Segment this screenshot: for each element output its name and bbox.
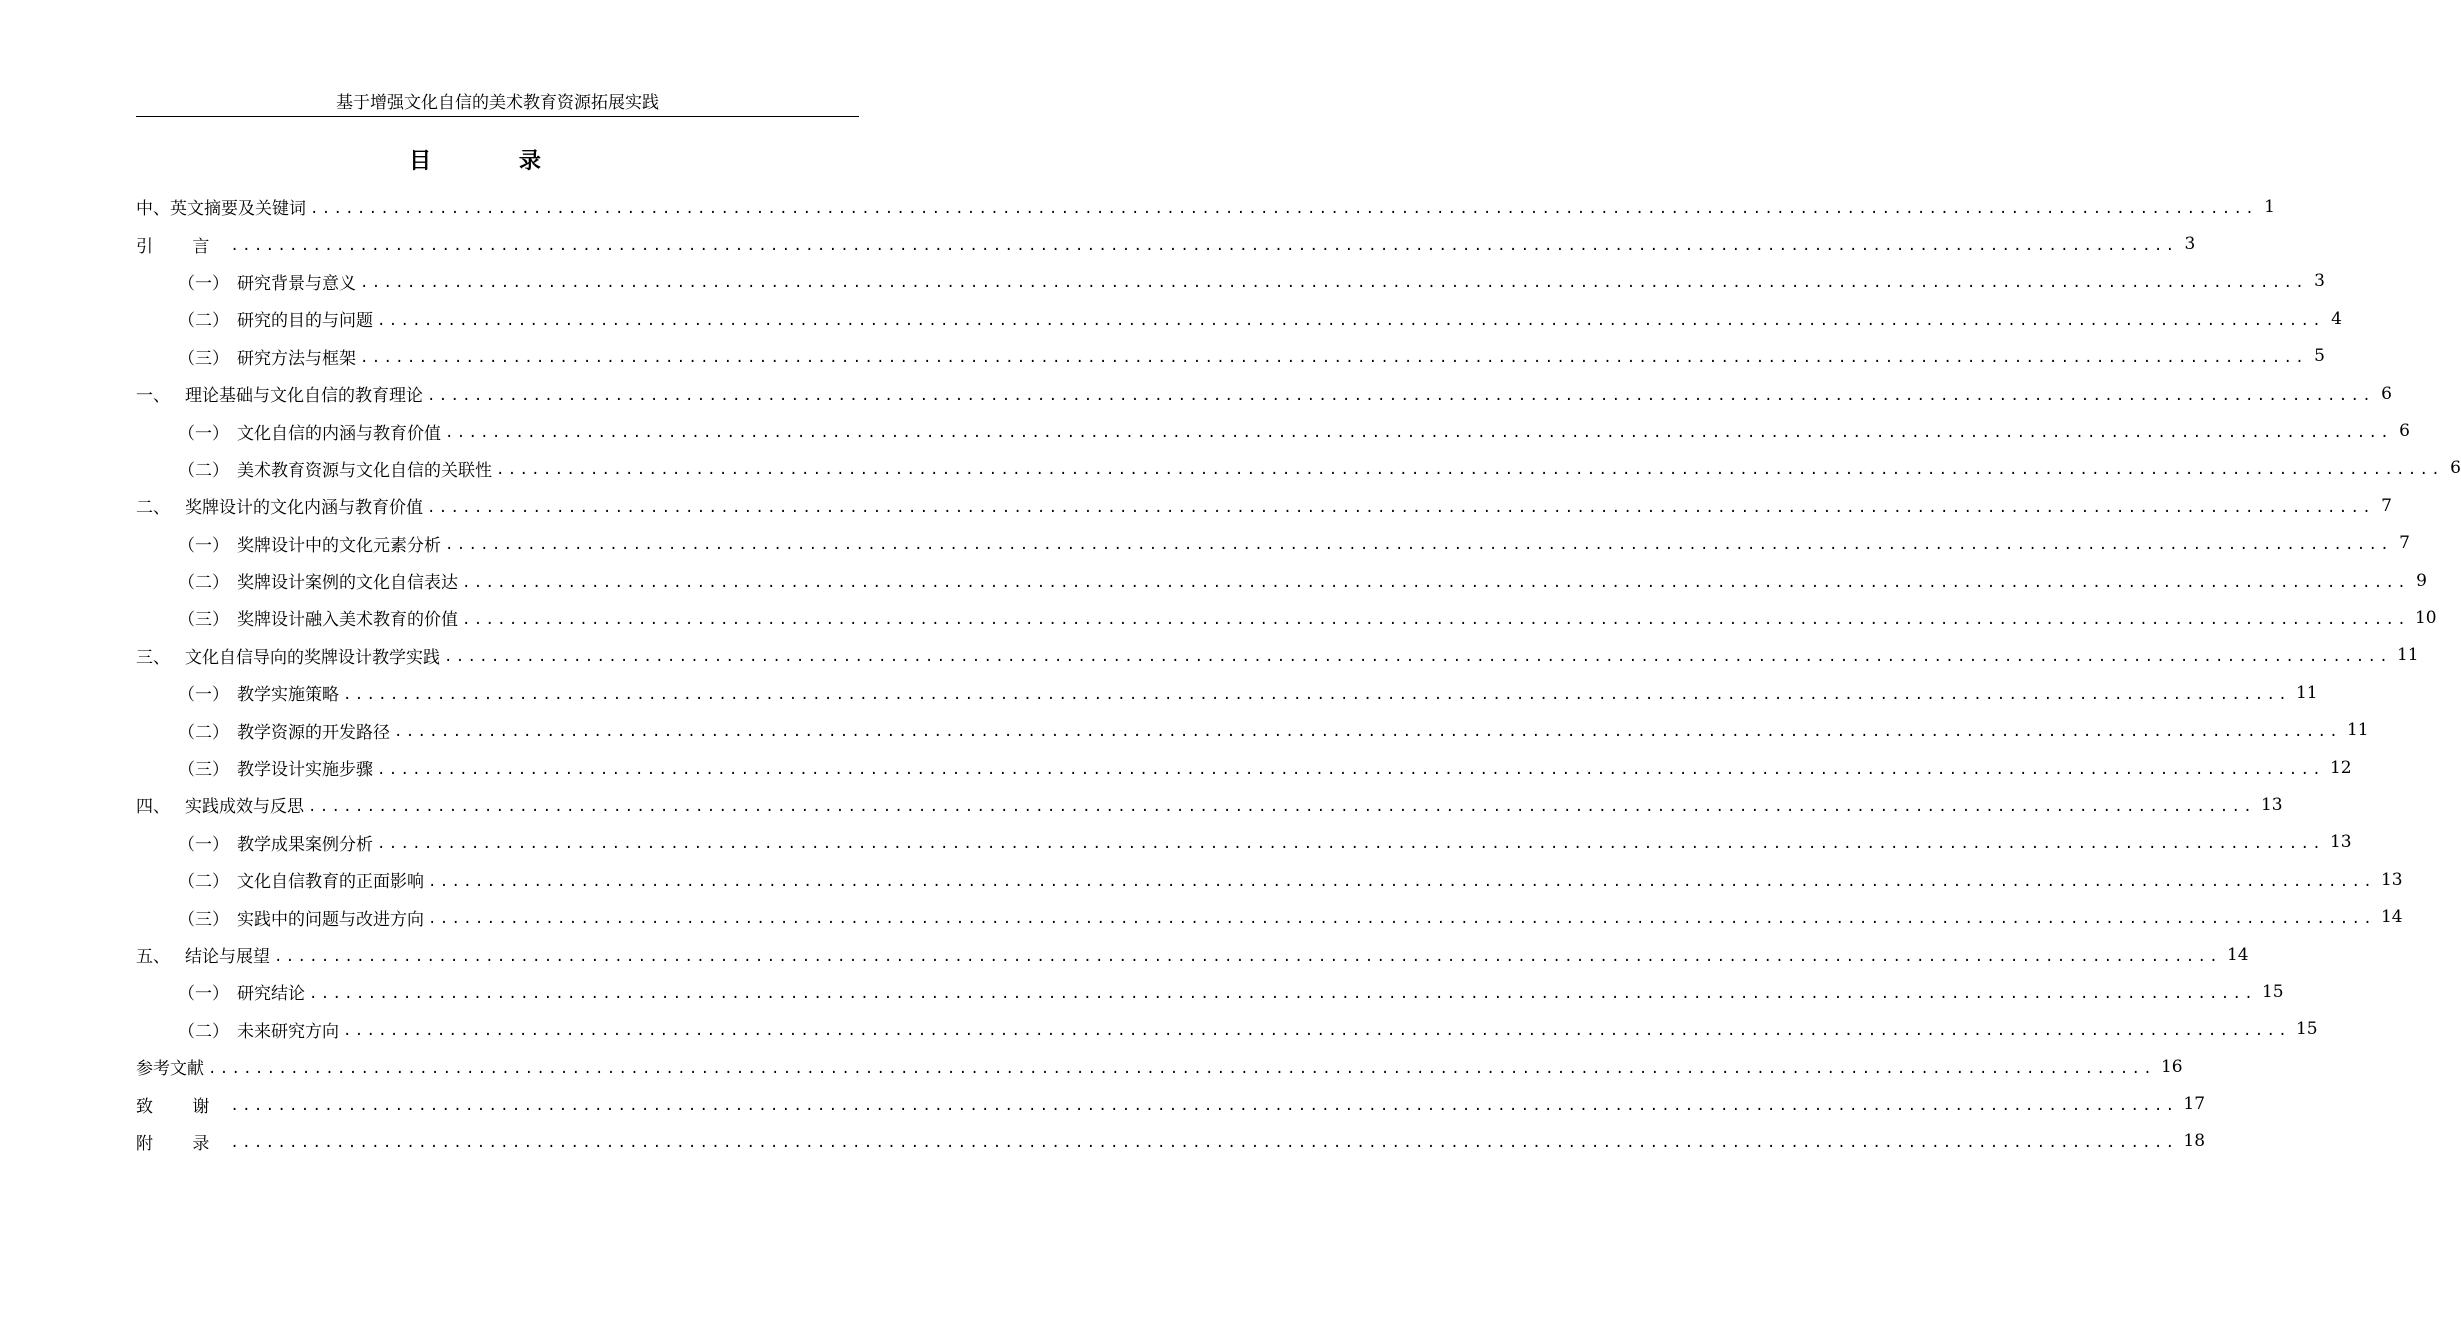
toc-entry-chapter-5[interactable]	[136, 936, 2249, 973]
toc-entry-label: 引 言	[136, 236, 227, 257]
toc-leader-dots: ......................................................................................................................................................................	[377, 836, 2324, 853]
toc-page-number: 12	[2329, 757, 2352, 778]
toc-leader-dots: ......................................................................................................................................................................	[427, 499, 2374, 516]
toc-page-number: 17	[2183, 1094, 2206, 1115]
toc-entry-chapter-4-1[interactable]	[136, 824, 2352, 861]
toc-leader-dots: ......................................................................................................................................................................	[230, 1135, 2178, 1152]
toc-entry-acknowledgements[interactable]	[136, 1085, 2206, 1122]
toc-leader-dots: ......................................................................................................................................................................	[445, 537, 2392, 554]
toc-leader-dots: ......................................................................................................................................................................	[444, 649, 2391, 666]
toc-page-number: 14	[2380, 907, 2403, 928]
toc-entry-chapter-2[interactable]	[136, 487, 2392, 524]
toc-entry-chapter-3-3[interactable]	[136, 749, 2352, 786]
toc-entry-label: 教学资源的开发路径	[237, 722, 390, 743]
toc-leader-dots: ......................................................................................................................................................................	[310, 200, 2257, 217]
toc-entry-intro-2[interactable]	[136, 300, 2342, 337]
toc-entry-chapter-4[interactable]	[136, 786, 2283, 823]
toc-leader-dots: ......................................................................................................................................................................	[377, 312, 2324, 329]
toc-entry-label: 中、英文摘要及关键词	[136, 199, 306, 220]
toc-leader-dots: ......................................................................................................................................................................	[230, 238, 2178, 255]
toc-page-number: 5	[2314, 346, 2325, 367]
toc-page-number: 3	[2184, 234, 2196, 255]
toc-entry-number: （二）	[178, 722, 229, 743]
toc-entry-number: （二）	[178, 311, 229, 332]
toc-leader-dots: ......................................................................................................................................................................	[428, 911, 2375, 928]
toc-entry-intro-3[interactable]	[136, 338, 2325, 375]
toc-entry-label: 实践成效与反思	[185, 797, 304, 818]
toc-leader-dots: ......................................................................................................................................................................	[427, 387, 2374, 404]
toc-entry-appendix[interactable]	[136, 1123, 2206, 1160]
toc-entry-number: 四、	[136, 797, 170, 818]
toc-entry-number: （一）	[178, 834, 229, 855]
toc-entry-label: 理论基础与文化自信的教育理论	[185, 386, 423, 407]
toc-entry-introduction[interactable]	[136, 225, 2196, 262]
toc-entry-chapter-4-3[interactable]	[136, 898, 2403, 935]
toc-entry-number: （二）	[178, 573, 229, 594]
toc-entry-chapter-1[interactable]	[136, 375, 2392, 412]
toc-entry-number: （一）	[178, 685, 229, 706]
toc-entry-label: 奖牌设计的文化内涵与教育价值	[185, 498, 423, 519]
header-rule	[136, 116, 859, 117]
toc-entry-number: （一）	[178, 984, 229, 1005]
toc-entry-chapter-2-3[interactable]	[136, 599, 2437, 636]
toc-entry-number: （三）	[178, 760, 229, 781]
toc-leader-dots: ......................................................................................................................................................................	[394, 724, 2341, 741]
toc-entry-label: 研究的目的与问题	[237, 311, 373, 332]
toc-leader-dots: ......................................................................................................................................................................	[308, 798, 2255, 815]
toc-entry-label: 奖牌设计中的文化元素分析	[237, 535, 441, 556]
toc-entry-number: 一、	[136, 386, 170, 407]
toc-leader-dots: ......................................................................................................................................................................	[343, 686, 2290, 703]
toc-entry-label: 奖牌设计融入美术教育的价值	[237, 610, 458, 631]
toc-leader-dots: ......................................................................................................................................................................	[462, 574, 2409, 591]
toc-leader-dots: ......................................................................................................................................................................	[445, 425, 2392, 442]
toc-page-number: 9	[2416, 570, 2427, 591]
toc-page-number: 14	[2226, 944, 2249, 965]
toc-entry-number: （三）	[178, 909, 229, 930]
toc-page-number: 13	[2380, 869, 2403, 890]
toc-page-number: 18	[2183, 1131, 2206, 1152]
toc-leader-dots: ......................................................................................................................................................................	[360, 350, 2307, 367]
toc-page-number: 11	[2346, 720, 2369, 741]
toc-entry-intro-1[interactable]	[136, 263, 2325, 300]
toc-entry-chapter-3-1[interactable]	[136, 674, 2318, 711]
toc-entry-label: 结论与展望	[185, 947, 270, 967]
toc-page-number: 6	[2399, 421, 2410, 442]
toc-page-number: 7	[2399, 533, 2410, 554]
toc-page-number: 1	[2264, 196, 2275, 217]
toc-entry-number: （二）	[178, 460, 229, 481]
toc-page-number: 16	[2160, 1056, 2183, 1077]
toc-entry-number: 五、	[136, 947, 170, 967]
toc-entry-chapter-2-2[interactable]	[136, 562, 2427, 599]
toc-page-number: 15	[2261, 981, 2284, 1002]
toc-entry-label: 教学实施策略	[237, 685, 339, 706]
toc-leader-dots: ......................................................................................................................................................................	[360, 275, 2307, 292]
toc-entry-label: 参考文献	[136, 1059, 204, 1080]
toc-entry-label: 美术教育资源与文化自信的关联性	[237, 460, 492, 481]
toc-page-number: 4	[2331, 308, 2342, 329]
toc-leader-dots: ......................................................................................................................................................................	[343, 1023, 2290, 1040]
toc-entry-chapter-4-2[interactable]	[136, 861, 2403, 898]
toc-page-number: 15	[2295, 1019, 2318, 1040]
toc-entry-number: （三）	[178, 610, 229, 631]
toc-entry-label: 研究方法与框架	[237, 348, 356, 369]
toc-entry-label: 实践中的问题与改进方向	[237, 909, 424, 930]
toc-page-number: 6	[2450, 458, 2461, 479]
toc-entry-label: 文化自信的内涵与教育价值	[237, 423, 441, 444]
toc-entry-label: 教学设计实施步骤	[237, 760, 373, 781]
toc-page-number: 10	[2414, 607, 2437, 628]
toc-page-number: 11	[2396, 645, 2419, 666]
toc-entry-label: 致 谢	[136, 1096, 227, 1117]
toc-leader-dots: ......................................................................................................................................................................	[462, 611, 2409, 628]
toc-entry-chapter-3[interactable]	[136, 637, 2419, 674]
toc-page-number: 7	[2381, 495, 2392, 516]
toc-entry-chapter-3-2[interactable]	[136, 711, 2369, 748]
toc-entry-label: 未来研究方向	[237, 1021, 339, 1042]
toc-entry-number: 三、	[136, 647, 170, 668]
toc-entry-number: （三）	[178, 348, 229, 369]
toc-entry-chapter-5-2[interactable]	[136, 1011, 2318, 1048]
toc-entry-number: （一）	[178, 423, 229, 444]
toc-page-number: 6	[2381, 383, 2392, 404]
toc-page-number: 11	[2295, 682, 2318, 703]
toc-entry-chapter-1-1[interactable]	[136, 412, 2410, 449]
toc-entry-label: 附 录	[136, 1133, 227, 1154]
toc-leader-dots: ......................................................................................................................................................................	[309, 985, 2256, 1002]
toc-entry-number: （二）	[178, 872, 229, 893]
toc-entry-chapter-2-1[interactable]	[136, 525, 2410, 562]
toc-entry-abstract[interactable]	[136, 188, 2275, 225]
toc-entry-number: （一）	[178, 535, 229, 556]
toc-title: 目 录	[409, 148, 581, 174]
toc-entry-label: 奖牌设计案例的文化自信表达	[237, 573, 458, 594]
toc-page-number: 3	[2314, 271, 2325, 292]
running-header: 基于增强文化自信的美术教育资源拓展实践	[336, 93, 659, 113]
toc-leader-dots: ......................................................................................................................................................................	[230, 1098, 2178, 1115]
toc-entry-chapter-5-1[interactable]	[136, 973, 2284, 1010]
toc-leader-dots: ......................................................................................................................................................................	[208, 1060, 2155, 1077]
toc-entry-chapter-1-2[interactable]	[136, 450, 2461, 487]
table-of-contents	[136, 188, 2461, 1160]
toc-leader-dots: ......................................................................................................................................................................	[428, 873, 2375, 890]
toc-entry-number: 二、	[136, 498, 170, 519]
toc-entry-label: 文化自信导向的奖牌设计教学实践	[185, 647, 440, 668]
toc-page-number: 13	[2260, 794, 2283, 815]
toc-page-number: 13	[2329, 832, 2352, 853]
toc-entry-references[interactable]	[136, 1048, 2183, 1085]
toc-entry-label: 教学成果案例分析	[237, 834, 373, 855]
toc-entry-label: 研究背景与意义	[237, 273, 356, 294]
toc-leader-dots: ......................................................................................................................................................................	[274, 948, 2221, 965]
toc-entry-label: 研究结论	[237, 984, 305, 1005]
toc-entry-number: （二）	[178, 1021, 229, 1042]
toc-leader-dots: ......................................................................................................................................................................	[377, 761, 2324, 778]
toc-entry-number: （一）	[178, 273, 229, 294]
toc-leader-dots: ......................................................................................................................................................................	[496, 462, 2443, 479]
toc-entry-label: 文化自信教育的正面影响	[237, 872, 424, 893]
